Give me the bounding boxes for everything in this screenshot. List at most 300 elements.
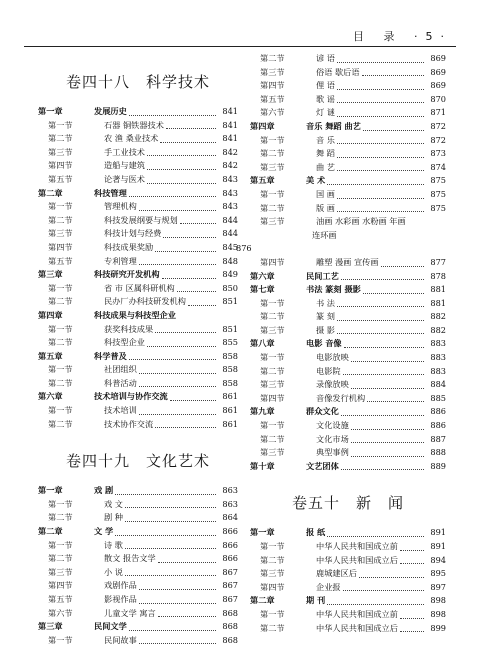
dot-leader [115, 494, 216, 495]
dot-leader [344, 347, 424, 348]
entry-label [250, 283, 361, 297]
entry-title: 雕塑 漫画 宣传画 [316, 256, 379, 267]
entry-label [48, 146, 145, 160]
section-number: 第二节 [48, 512, 73, 523]
entry-label [260, 106, 335, 120]
section-number: 第二节 [260, 433, 285, 444]
toc-section-row[interactable] [38, 214, 238, 228]
dot-leader [351, 456, 424, 457]
entry-title: 文 学 [94, 526, 114, 537]
section-number: 第一节 [260, 134, 285, 145]
page-number: 877 [430, 256, 446, 267]
page-number: 858 [222, 377, 238, 388]
toc-section-row[interactable] [38, 132, 238, 146]
toc-chapter-row[interactable] [250, 460, 446, 474]
page-number: 841 [222, 133, 238, 144]
entry-label [260, 351, 349, 365]
entry-label [260, 622, 398, 636]
entry-title: 美 术 [306, 175, 326, 186]
entry-label [260, 540, 398, 554]
section-number: 第五节 [48, 594, 73, 604]
toc-section-row[interactable] [250, 419, 446, 433]
entry-label [260, 215, 406, 229]
entry-label [250, 337, 342, 351]
page-number: 844 [222, 214, 238, 225]
entry-label [260, 202, 335, 216]
dot-leader [158, 616, 216, 617]
toc-section-row[interactable] [38, 511, 238, 525]
toc-section-row[interactable] [38, 607, 238, 621]
toc-chapter-row[interactable] [250, 270, 446, 284]
entry-label [38, 525, 113, 539]
toc-section-row[interactable] [38, 418, 238, 432]
toc-section-row[interactable] [38, 593, 238, 607]
toc-chapter-row[interactable] [38, 309, 238, 323]
entry-title: 民间文学 [94, 621, 127, 632]
section-number: 第二节 [260, 202, 285, 213]
toc-section-row[interactable] [250, 256, 446, 270]
dot-leader [343, 374, 424, 375]
toc-section-row[interactable] [250, 608, 446, 622]
toc-section-row[interactable] [250, 567, 446, 581]
dot-leader [359, 577, 424, 578]
entry-label [48, 282, 175, 296]
entry-title: 书 法 [316, 297, 335, 308]
entry-title: 曲 艺 [316, 161, 335, 172]
dot-leader [166, 128, 216, 129]
page-number: 867 [222, 580, 238, 591]
dot-leader [400, 563, 424, 564]
page-number: 845 [222, 241, 238, 252]
toc-section-row[interactable] [38, 159, 238, 173]
toc-section-row[interactable] [38, 255, 238, 269]
section-number: 第四节 [260, 581, 285, 592]
entry-title: 手工业技术 [104, 146, 145, 157]
page-number: 866 [222, 539, 238, 550]
section-number: 第一节 [48, 405, 73, 416]
dot-leader [125, 507, 216, 508]
entry-label [260, 554, 398, 568]
header-page-number: ·5· [414, 30, 452, 43]
toc-section-row[interactable] [250, 202, 446, 216]
entry-label [48, 214, 178, 228]
toc-section-row[interactable] [250, 106, 446, 120]
page-number: 898 [430, 595, 446, 606]
page-number: 858 [222, 364, 238, 375]
toc-section-row[interactable] [38, 241, 238, 255]
toc-section-row[interactable] [250, 66, 446, 80]
entry-title: 技术培训 [104, 405, 137, 416]
page-number: 883 [430, 365, 446, 376]
toc-section-row[interactable] [250, 365, 446, 379]
chapter-number: 第七章 [250, 284, 275, 295]
dot-leader [337, 170, 424, 171]
page-number: 868 [222, 621, 238, 632]
toc-section-row[interactable] [250, 622, 446, 636]
section-number: 第一节 [48, 539, 73, 550]
entry-label [38, 105, 127, 119]
page-number: 867 [222, 594, 238, 604]
dot-leader [327, 184, 424, 185]
page-number: 851 [222, 296, 238, 307]
entry-title: 中华人民共和国成立前 [316, 608, 398, 619]
toc-section-row[interactable] [250, 52, 446, 66]
page-number: 867 [222, 566, 238, 577]
dot-leader [351, 442, 424, 443]
entry-label [48, 579, 137, 593]
chapter-number: 第二章 [38, 526, 63, 537]
entry-title: 儿童文学 寓言 [104, 607, 156, 618]
page-number: 848 [222, 255, 238, 266]
page-number: 866 [222, 526, 238, 537]
section-number: 第一节 [260, 297, 285, 308]
dot-leader [341, 279, 424, 280]
toc-chapter-row[interactable] [38, 484, 238, 498]
entry-label [38, 309, 176, 323]
entry-label [260, 147, 335, 161]
page-number: 889 [430, 460, 446, 471]
section-number: 第二节 [260, 365, 285, 376]
toc-section-row[interactable] [250, 310, 446, 324]
toc-chapter-row[interactable] [38, 105, 238, 119]
toc-chapter-row[interactable] [38, 187, 238, 201]
toc-section-row[interactable] [250, 324, 446, 338]
entry-title: 获奖科技成果 [104, 323, 154, 334]
toc-section-row[interactable] [38, 146, 238, 160]
dot-leader [343, 590, 424, 591]
entry-title: 灯 谜 [316, 107, 335, 118]
entry-label [260, 66, 360, 80]
section-number: 第二节 [48, 418, 73, 429]
section-number: 第二节 [48, 133, 73, 144]
toc-section-row[interactable] [250, 79, 446, 93]
page-number: 894 [430, 554, 446, 565]
entry-label [48, 511, 123, 525]
page-number: 869 [430, 53, 446, 63]
entry-label [48, 363, 137, 377]
page-number: 863 [222, 485, 238, 496]
section-number: 第三节 [260, 379, 285, 390]
entry-title: 剧 种 [104, 512, 123, 523]
section-number: 第二节 [48, 377, 73, 388]
toc-chapter-row[interactable] [250, 174, 446, 188]
page-number: 863 [222, 498, 238, 509]
entry-label [48, 336, 145, 350]
section-number: 第一节 [260, 188, 285, 199]
section-number: 第一节 [260, 608, 285, 619]
toc-section-row[interactable] [38, 336, 238, 350]
chapter-number: 第一章 [38, 485, 63, 496]
toc-chapter-row[interactable] [38, 350, 238, 364]
entry-title: 戏 文 [104, 498, 123, 509]
entry-label [260, 324, 335, 338]
chapter-number: 第四章 [250, 120, 275, 131]
entry-title: 省 市 区属科研机构 [104, 282, 175, 293]
page-number: 870 [430, 93, 446, 104]
section-number: 第五节 [48, 255, 73, 266]
entry-title: 民办厂办科技研发机构 [104, 296, 186, 307]
entry-label [260, 93, 335, 107]
dot-leader [125, 575, 216, 576]
dot-leader [147, 346, 216, 347]
section-number: 第三节 [260, 216, 285, 227]
toc-section-row[interactable] [250, 188, 446, 202]
dot-leader [139, 264, 216, 265]
entry-label [48, 593, 137, 607]
entry-title: 影视作品 [104, 594, 137, 604]
toc-chapter-row[interactable] [38, 268, 238, 282]
dot-leader [362, 75, 424, 76]
page-number: 869 [430, 66, 446, 77]
entry-label [250, 405, 339, 419]
page-number: 897 [430, 581, 446, 592]
entry-title: 电影院 [316, 365, 341, 376]
entry-label [260, 378, 349, 392]
toc-section-row[interactable] [250, 540, 446, 554]
toc-section-row[interactable] [250, 392, 446, 406]
dot-leader [337, 62, 424, 63]
header-title: 目 录 [353, 30, 403, 43]
section-number: 第四节 [48, 241, 73, 252]
dot-leader [139, 373, 216, 374]
entry-title: 科技型企业 [104, 337, 145, 348]
section-number: 第四节 [48, 580, 73, 591]
section-number: 第三节 [48, 228, 73, 239]
entry-label [48, 119, 164, 133]
page-number: 861 [222, 391, 238, 402]
entry-title: 中华人民共和国成立后 [316, 554, 398, 565]
toc-chapter-row[interactable] [38, 390, 238, 404]
entry-label [48, 323, 153, 337]
chapter-number: 第十章 [250, 460, 275, 471]
page-number: 871 [430, 107, 446, 118]
toc-chapter-row[interactable] [250, 120, 446, 134]
entry-title: 技术协作交流 [104, 418, 154, 429]
toc-chapter-row[interactable] [38, 620, 238, 634]
toc-section-row[interactable] [250, 134, 446, 148]
entry-label [250, 270, 339, 284]
section-number: 第三节 [260, 324, 285, 335]
entry-title: 电影 音像 [306, 338, 342, 349]
section-number: 第四节 [48, 160, 73, 171]
toc-section-row[interactable] [38, 498, 238, 512]
section-number: 第六节 [260, 107, 285, 118]
page-number: 872 [430, 134, 446, 145]
page-number: 873 [430, 148, 446, 159]
entry-label [250, 460, 339, 474]
page-number: 887 [430, 433, 446, 444]
toc-section-row[interactable] [38, 282, 238, 296]
dot-leader [381, 266, 424, 267]
entry-title: 论著与医术 [104, 173, 145, 184]
dot-leader [155, 251, 216, 252]
entry-title: 版 画 [316, 202, 335, 213]
entry-label [48, 607, 156, 621]
section-number: 第一节 [48, 282, 73, 293]
entry-label [38, 268, 160, 282]
toc-section-row[interactable] [38, 579, 238, 593]
entry-label [38, 187, 127, 201]
page-number: 855 [222, 337, 238, 348]
page-number: 866 [222, 553, 238, 564]
toc-section-row[interactable] [38, 634, 238, 648]
entry-label [250, 594, 325, 608]
toc-section-row[interactable] [250, 147, 446, 161]
entry-label [38, 350, 127, 364]
section-number: 第二节 [260, 622, 285, 633]
entry-title: 报 纸 [306, 527, 326, 538]
section-number: 第一节 [48, 201, 73, 212]
toc-section-row[interactable] [250, 161, 446, 175]
section-number: 第三节 [260, 66, 285, 77]
dot-leader [337, 198, 424, 199]
section-number: 第一节 [48, 119, 73, 130]
toc-chapter-row[interactable] [250, 526, 446, 540]
dot-leader [337, 116, 424, 117]
toc-section-row[interactable] [38, 200, 238, 214]
page-number: 886 [430, 406, 446, 417]
section-number: 第四节 [260, 392, 285, 403]
entry-title: 诗 歌 [104, 539, 123, 550]
toc-section-row[interactable] [38, 404, 238, 418]
toc-section-row[interactable] [38, 323, 238, 337]
page-number: 843 [222, 187, 238, 198]
entry-label [38, 620, 127, 634]
entry-label [48, 295, 186, 309]
toc-section-row[interactable] [250, 554, 446, 568]
entry-label [48, 539, 123, 553]
dot-leader [129, 630, 216, 631]
toc-section-row[interactable] [38, 363, 238, 377]
dot-leader [337, 211, 424, 212]
page-number: 844 [222, 228, 238, 239]
toc-section-row[interactable] [250, 215, 446, 229]
entry-title: 篆 刻 [316, 311, 335, 322]
page-number: 849 [222, 269, 238, 280]
dot-leader [155, 332, 216, 333]
page-number: 875 [430, 188, 446, 199]
chapter-number: 第二章 [38, 187, 63, 198]
dot-leader [341, 415, 424, 416]
entry-title: 造船与建筑 [104, 160, 145, 171]
entry-title: 俗语 歇后语 [316, 66, 360, 77]
entry-title: 文化市场 [316, 433, 349, 444]
dot-leader [139, 643, 216, 644]
entry-title: 群众文化 [306, 406, 339, 417]
entry-title: 国 画 [316, 188, 335, 199]
dot-leader [400, 550, 424, 551]
dot-leader [337, 157, 424, 158]
section-number: 第四节 [260, 80, 285, 91]
entry-title: 科技计划与经费 [104, 228, 162, 239]
entry-title: 民间工艺 [306, 270, 339, 281]
dot-leader [327, 536, 424, 537]
toc-section-row[interactable] [38, 295, 238, 309]
entry-title: 摄 影 [316, 324, 335, 335]
toc-section-row[interactable] [250, 93, 446, 107]
toc-section-row[interactable] [38, 377, 238, 391]
entry-title: 录像放映 [316, 379, 349, 390]
toc-section-row[interactable] [38, 227, 238, 241]
dot-leader [147, 183, 216, 184]
entry-label [48, 132, 158, 146]
section-number: 第二节 [260, 311, 285, 322]
section-number: 第二节 [48, 337, 73, 348]
toc-chapter-row[interactable] [250, 337, 446, 351]
dot-leader [400, 631, 424, 632]
dot-leader [155, 427, 216, 428]
page-number: 869 [430, 80, 446, 91]
entry-title: 管理机构 [104, 201, 137, 212]
toc-section-row[interactable] [250, 351, 446, 365]
toc-section-row[interactable] [38, 552, 238, 566]
dot-leader [400, 618, 424, 619]
entry-title: 科学普及 [94, 350, 127, 361]
section-number: 第三节 [260, 161, 285, 172]
page-number: 851 [222, 323, 238, 334]
dot-leader [177, 291, 216, 292]
toc-chapter-row[interactable] [250, 405, 446, 419]
toc-section-row[interactable] [250, 581, 446, 595]
toc-chapter-row[interactable] [250, 594, 446, 608]
toc-section-row[interactable] [250, 378, 446, 392]
chapter-number: 第三章 [38, 621, 63, 632]
toc-section-row[interactable] [250, 446, 446, 460]
toc-section-row[interactable] [38, 539, 238, 553]
page-number: 874 [430, 161, 446, 172]
dot-leader [341, 469, 424, 470]
entry-label [250, 526, 325, 540]
page-number: 891 [430, 527, 446, 538]
entry-label [260, 52, 335, 66]
toc-section-row[interactable] [38, 173, 238, 187]
entry-label [260, 161, 335, 175]
page-number: 842 [222, 146, 238, 157]
dot-leader [139, 414, 216, 415]
page-number: 868 [222, 607, 238, 618]
section-number: 第一节 [260, 352, 285, 363]
entry-title: 石器 铜铁器技术 [104, 119, 164, 130]
dot-leader [327, 604, 424, 605]
entry-label [48, 241, 153, 255]
chapter-number: 第五章 [38, 350, 63, 361]
dot-leader [337, 333, 424, 334]
page-number: 842 [222, 160, 238, 171]
entry-label [260, 297, 335, 311]
dot-leader [139, 603, 216, 604]
dot-leader [180, 223, 216, 224]
entry-label [48, 418, 153, 432]
toc-chapter-row[interactable] [38, 525, 238, 539]
entry-label [48, 227, 161, 241]
entry-title: 科技成果与科技型企业 [94, 309, 176, 320]
chapter-number: 第一章 [38, 106, 63, 116]
entry-label [48, 498, 123, 512]
toc-section-row[interactable] [250, 433, 446, 447]
dot-leader [139, 386, 216, 387]
toc-section-row[interactable] [38, 566, 238, 580]
toc-chapter-row[interactable] [250, 283, 446, 297]
entry-title: 发展历史 [94, 106, 127, 116]
toc-section-row[interactable] [250, 297, 446, 311]
section-number: 第三节 [48, 566, 73, 577]
entry-label [38, 484, 113, 498]
dot-leader [125, 548, 216, 549]
chapter-number: 第六章 [250, 270, 275, 281]
toc-section-row[interactable] [38, 119, 238, 133]
dot-leader [337, 306, 424, 307]
page-number: 884 [430, 379, 446, 390]
